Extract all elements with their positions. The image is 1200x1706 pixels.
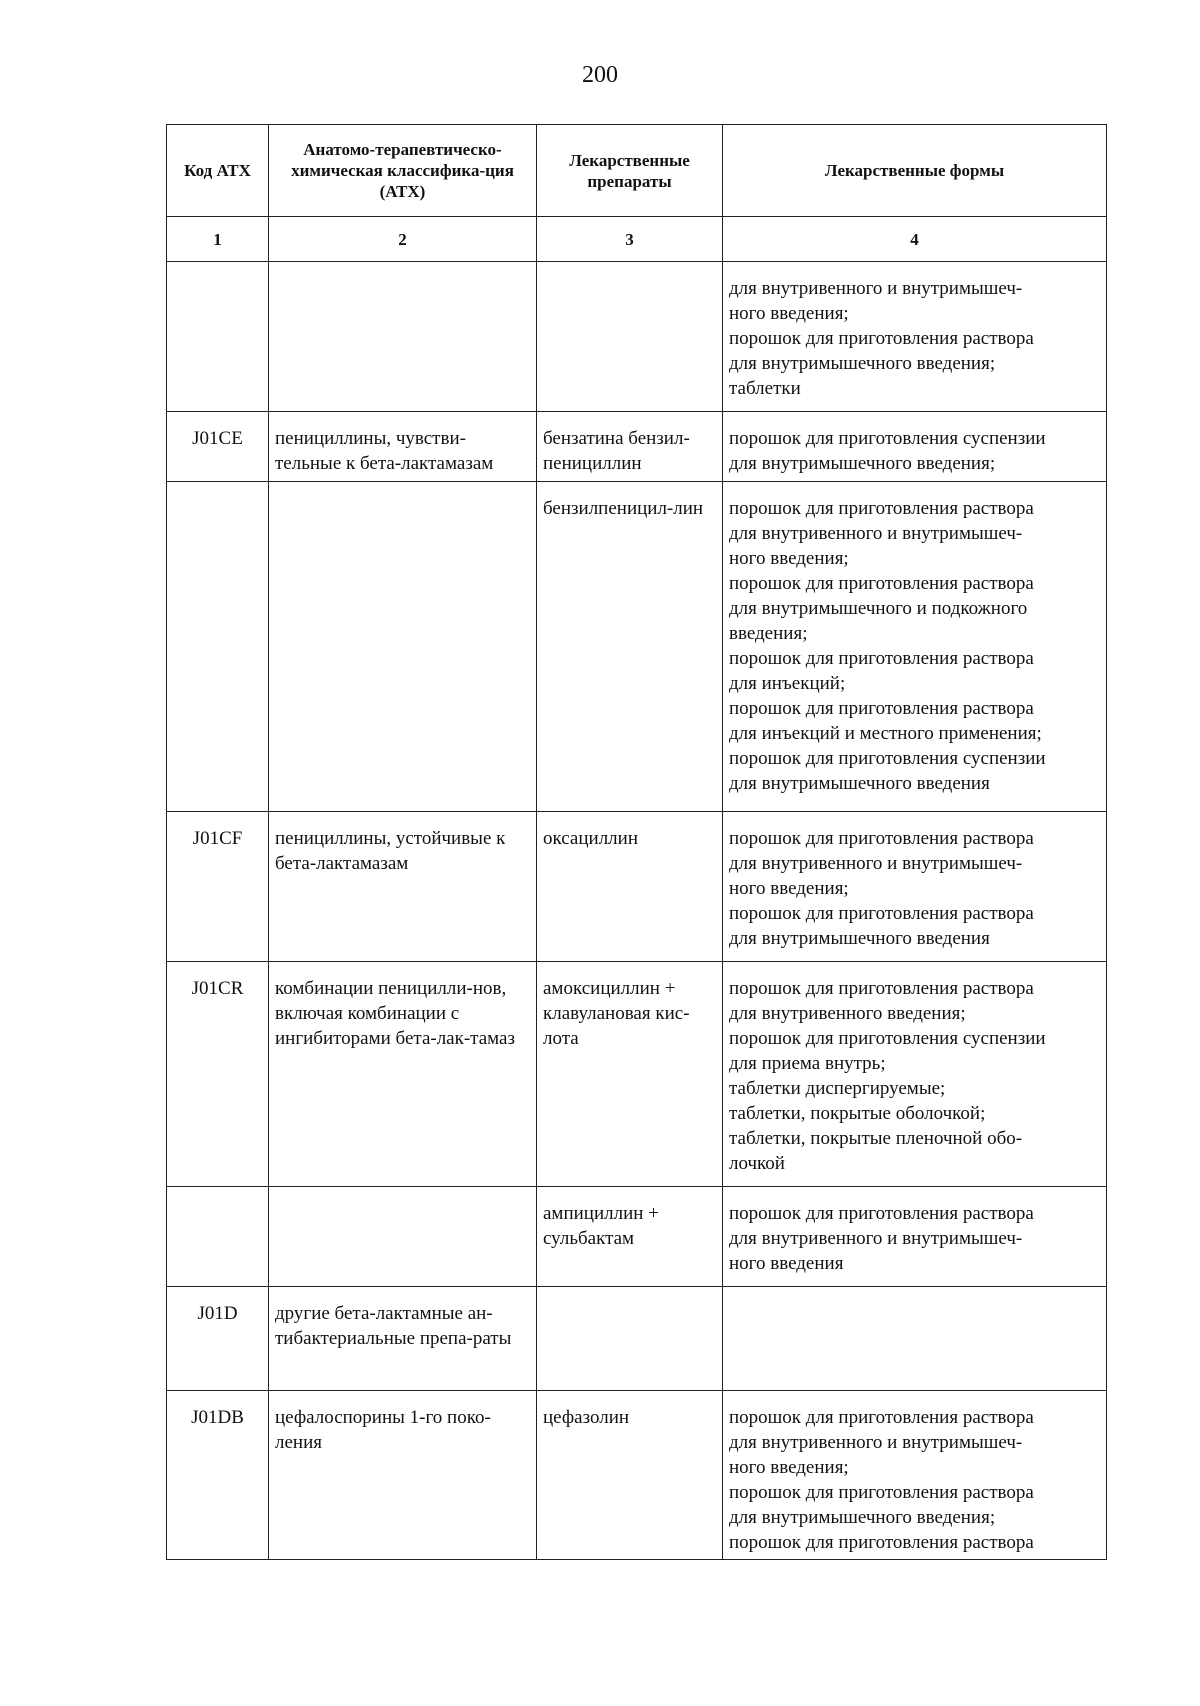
form-line: для внутривенного и внутримышеч-	[729, 278, 1023, 299]
table-row	[167, 1187, 1107, 1287]
form-line: таблетки, покрытые пленочной обо-	[729, 1128, 1023, 1149]
form-line: введения;	[729, 623, 808, 644]
table-row	[167, 1391, 1107, 1560]
form-line: для внутривенного и внутримышеч-	[729, 1432, 1023, 1453]
form-line: порошок для приготовления суспензии	[729, 428, 1046, 449]
table-body	[167, 262, 1107, 1560]
atx-code-cell: J01CR	[167, 962, 269, 1187]
atx-code-cell	[167, 262, 269, 412]
form-line: порошок для приготовления раствора	[729, 903, 1034, 924]
form-line: для инъекций и местного применения;	[729, 723, 1042, 744]
form-line: для внутримышечного введения;	[729, 1507, 996, 1528]
form-line: ного введения	[729, 1253, 844, 1274]
header-drugs: Лекарственные препараты	[537, 125, 723, 217]
header-dosage-forms: Лекарственные формы	[723, 125, 1107, 217]
form-line: для внутримышечного введения	[729, 773, 990, 794]
classification-cell	[269, 482, 537, 812]
column-number-row	[167, 217, 1107, 262]
drug-cell	[537, 262, 723, 412]
atx-code-cell	[167, 1187, 269, 1287]
form-line: для внутривенного и внутримышеч-	[729, 1228, 1023, 1249]
form-line: порошок для приготовления суспензии	[729, 748, 1046, 769]
forms-cell	[723, 1287, 1107, 1391]
form-line: для приема внутрь;	[729, 1053, 886, 1074]
form-line: таблетки, покрытые оболочкой;	[729, 1103, 986, 1124]
drug-cell: амоксициллин + клавулановая кис-лота	[537, 962, 723, 1187]
page-number: 200	[582, 62, 618, 88]
form-line: порошок для приготовления раствора	[729, 698, 1034, 719]
form-line: порошок для приготовления раствора	[729, 498, 1034, 519]
form-line: для внутримышечного введения;	[729, 353, 996, 374]
classification-cell	[269, 262, 537, 412]
form-line: для внутривенного введения;	[729, 1003, 966, 1024]
form-line: порошок для приготовления раствора	[729, 648, 1034, 669]
classification-cell: комбинации пеницилли-нов, включая комбинации с ингибиторами бета-лак-тамаз	[269, 962, 537, 1187]
forms-cell	[723, 1391, 1107, 1560]
column-number: 1	[167, 217, 269, 262]
form-line: для внутривенного и внутримышеч-	[729, 853, 1023, 874]
forms-cell	[723, 262, 1107, 412]
form-line: порошок для приготовления раствора	[729, 1482, 1034, 1503]
atx-code-cell: J01CF	[167, 812, 269, 962]
forms-cell	[723, 412, 1107, 482]
forms-cell	[723, 812, 1107, 962]
classification-cell: другие бета-лактамные ан-тибактериальные препа-раты	[269, 1287, 537, 1391]
header-atx-classification: Анатомо-терапевтическо-химическая классифика-ция (АТХ)	[269, 125, 537, 217]
table-row	[167, 962, 1107, 1187]
column-number: 2	[269, 217, 537, 262]
drug-cell	[537, 1287, 723, 1391]
drug-cell: оксациллин	[537, 812, 723, 962]
form-line: ного введения;	[729, 548, 849, 569]
drug-cell: бензилпеницил-лин	[537, 482, 723, 812]
form-line: таблетки	[729, 378, 801, 399]
form-line: для внутримышечного и подкожного	[729, 598, 1028, 619]
atx-code-cell: J01D	[167, 1287, 269, 1391]
drug-cell: ампициллин + сульбактам	[537, 1187, 723, 1287]
form-line: лочкой	[729, 1153, 785, 1174]
classification-cell	[269, 1187, 537, 1287]
classification-cell: пенициллины, чувстви-тельные к бета-лактамазам	[269, 412, 537, 482]
header-atx-code: Код АТХ	[167, 125, 269, 217]
table-row	[167, 1287, 1107, 1391]
header-row	[167, 125, 1107, 217]
classification-cell: цефалоспорины 1-го поко-ления	[269, 1391, 537, 1560]
form-line: ного введения;	[729, 1457, 849, 1478]
form-line: для инъекций;	[729, 673, 846, 694]
atx-code-cell: J01DB	[167, 1391, 269, 1560]
table-row	[167, 262, 1107, 412]
form-line: для внутримышечного введения	[729, 928, 990, 949]
form-line: порошок для приготовления раствора	[729, 828, 1034, 849]
form-line: порошок для приготовления раствора	[729, 1407, 1034, 1428]
atx-code-cell: J01CE	[167, 412, 269, 482]
form-line: порошок для приготовления суспензии	[729, 1028, 1046, 1049]
table-row	[167, 412, 1107, 482]
form-line: ного введения;	[729, 878, 849, 899]
column-number: 3	[537, 217, 723, 262]
form-line: для внутривенного и внутримышеч-	[729, 523, 1023, 544]
drug-cell: цефазолин	[537, 1391, 723, 1560]
forms-cell	[723, 482, 1107, 812]
atx-table	[166, 124, 1107, 1560]
form-line: таблетки диспергируемые;	[729, 1078, 946, 1099]
table-row	[167, 482, 1107, 812]
forms-cell	[723, 962, 1107, 1187]
classification-cell: пенициллины, устойчивые к бета-лактамазам	[269, 812, 537, 962]
forms-cell	[723, 1187, 1107, 1287]
form-line: порошок для приготовления раствора	[729, 573, 1034, 594]
form-line: для внутримышечного введения;	[729, 453, 996, 474]
form-line: порошок для приготовления раствора	[729, 328, 1034, 349]
column-number: 4	[723, 217, 1107, 262]
drug-cell: бензатина бензил-пенициллин	[537, 412, 723, 482]
form-line: порошок для приготовления раствора	[729, 1532, 1034, 1553]
table-row	[167, 812, 1107, 962]
form-line: ного введения;	[729, 303, 849, 324]
form-line: порошок для приготовления раствора	[729, 978, 1034, 999]
atx-code-cell	[167, 482, 269, 812]
form-line: порошок для приготовления раствора	[729, 1203, 1034, 1224]
